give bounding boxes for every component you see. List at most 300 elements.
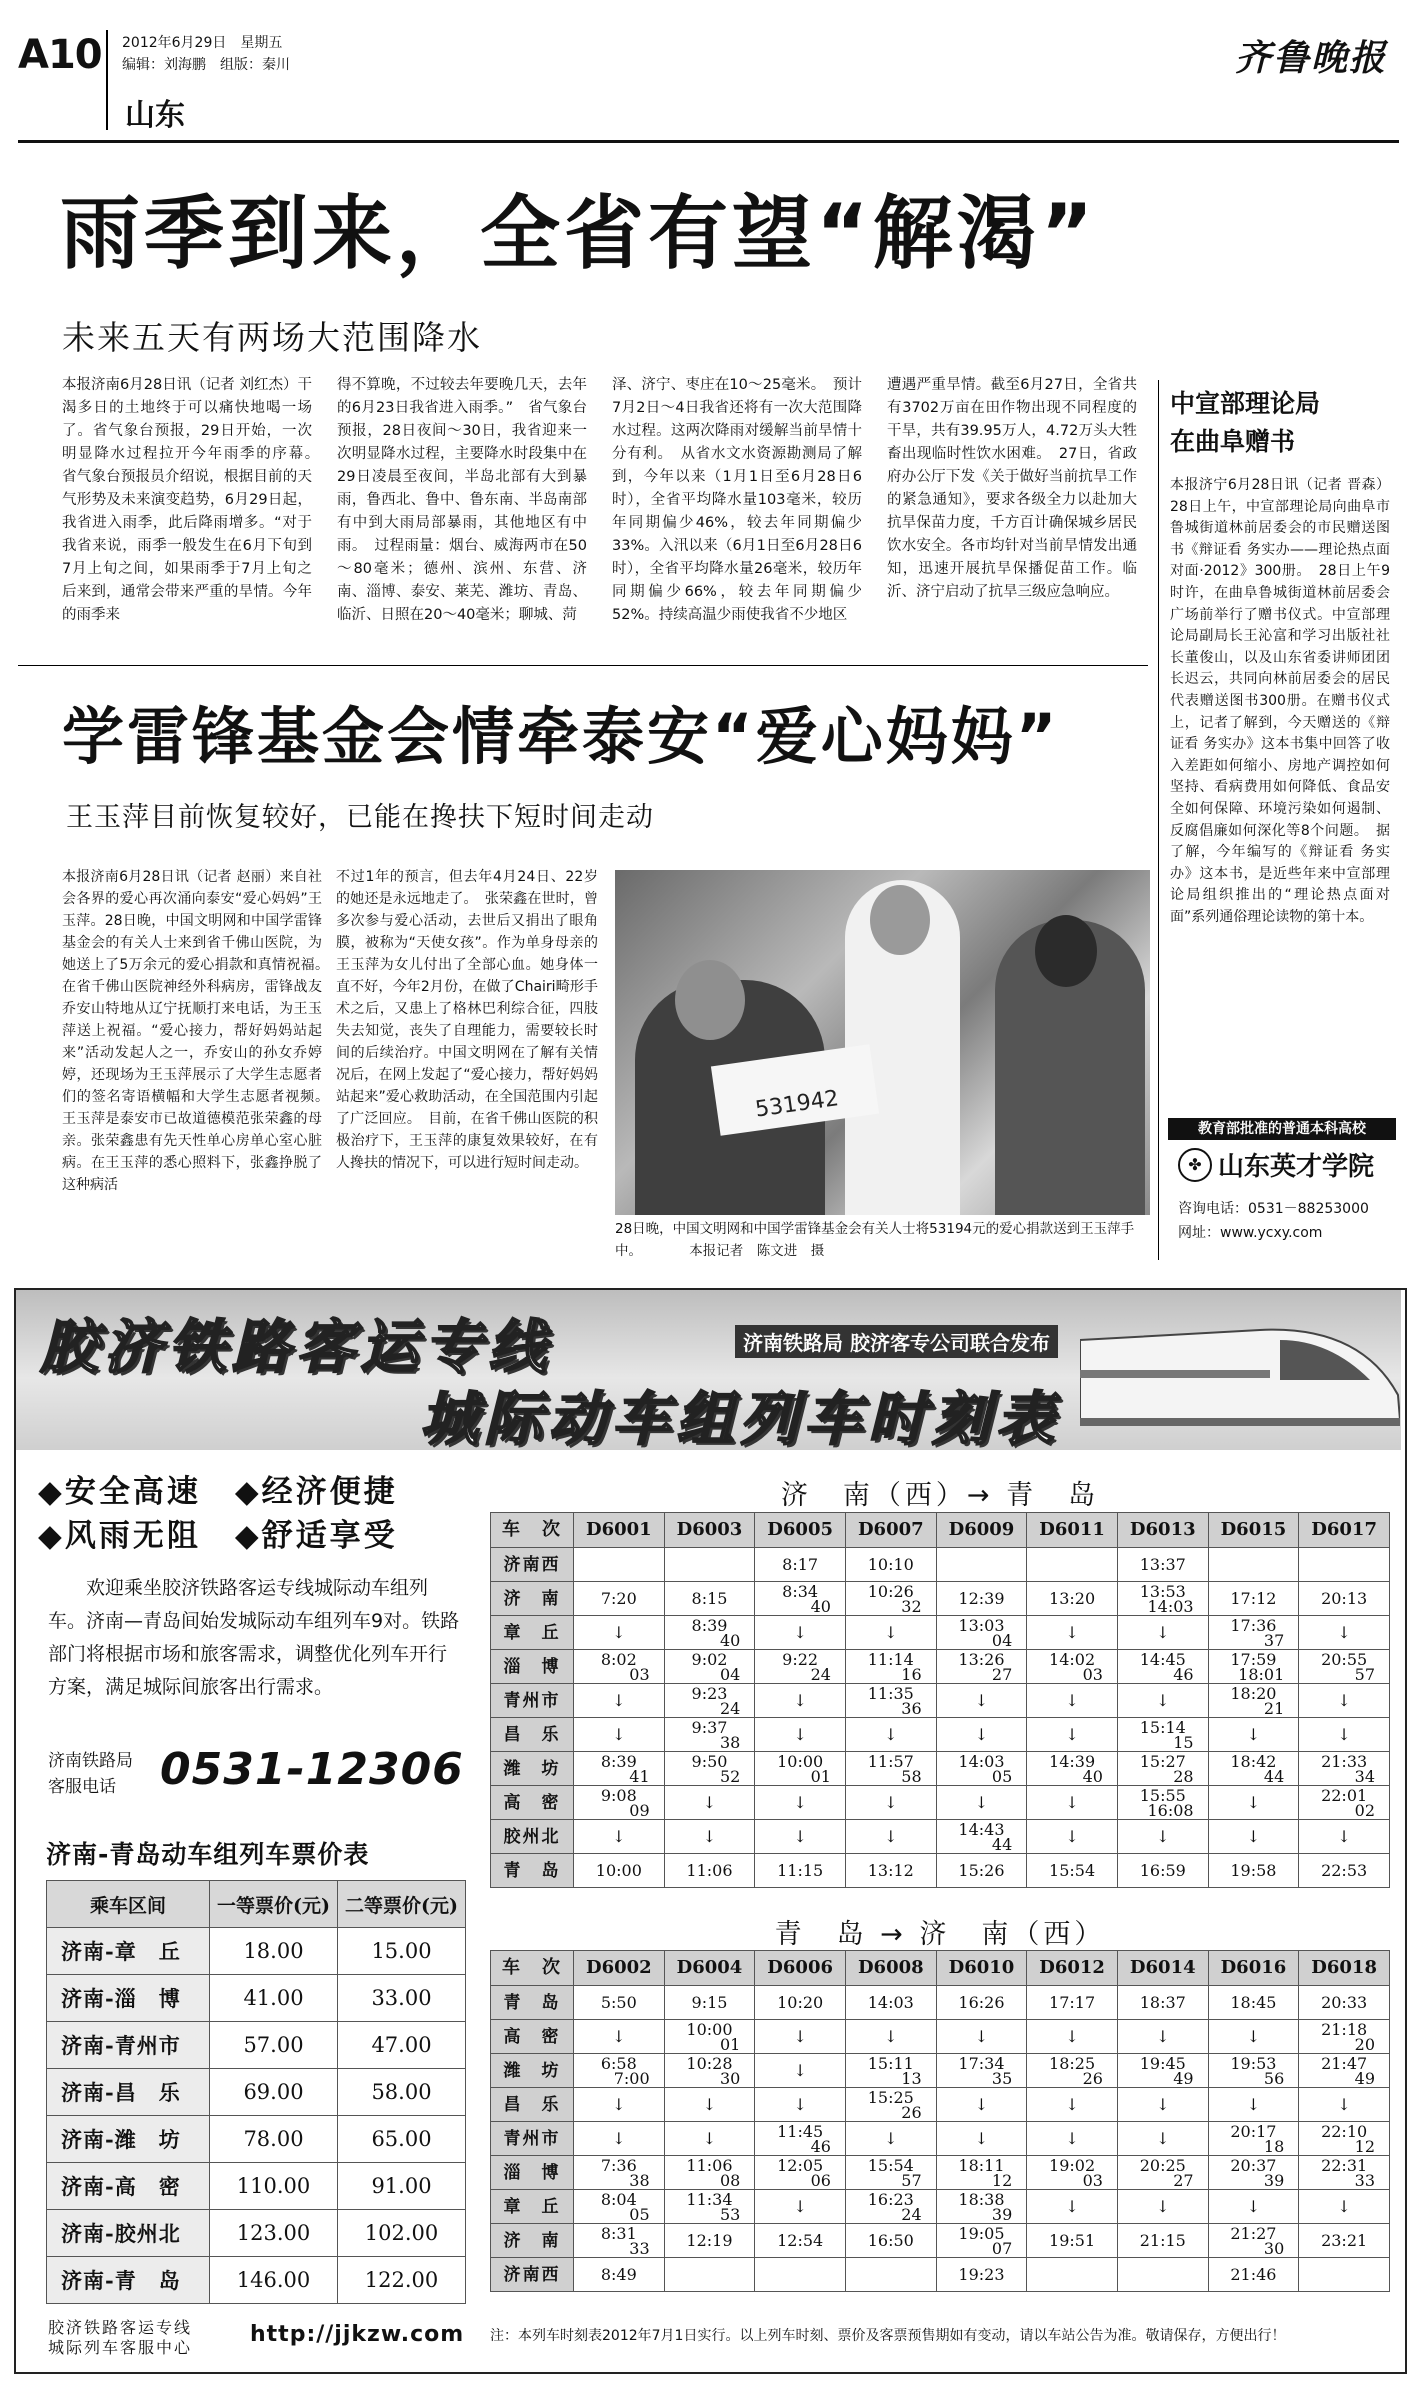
timetable-row: [491, 1718, 1390, 1752]
pass-arrow: ↓: [936, 2122, 1027, 2156]
timetable-row: [491, 2156, 1390, 2190]
price-row: [47, 2116, 466, 2163]
train-number: D6011: [1027, 1513, 1118, 1548]
pass-arrow: ↓: [1117, 2088, 1208, 2122]
article1-col4: 遭遇严重旱情。截至6月27日，全省共有3702万亩在田作物出现不同程度的干旱，共有39.95万人，4.72万头大牲畜出现临时性饮水困难。 27日，省政府办公厅下发《关于做好当前抗旱工作的紧急通知》，要求各级全力以赴加大抗旱保苗力度，千方百计确保城乡居民饮水安全。各市均针对当前旱情发出通知，迅速开展抗旱保播促苗工作。临沂、济宁启动了抗旱三级应急响应。: [887, 377, 1137, 600]
train-time: 10:20: [755, 1986, 846, 2020]
train-number: D6008: [845, 1951, 936, 1986]
pass-arrow: ↓: [1027, 2122, 1118, 2156]
price-row: [47, 2257, 466, 2304]
price-row: [47, 1975, 466, 2022]
train-time: 17:12: [1208, 1582, 1299, 1616]
pass-arrow: ↓: [1208, 1820, 1299, 1854]
school-ad-tagline: 教育部批准的普通本科高校: [1168, 1118, 1396, 1140]
train-time: 13:03 04: [936, 1616, 1027, 1650]
price-route: 济南-青 岛: [47, 2257, 210, 2304]
price-second: 33.00: [338, 1975, 466, 2022]
pass-arrow: ↓: [1299, 1820, 1390, 1854]
pass-arrow: ↓: [1027, 1684, 1118, 1718]
rail-footer-line1: 胶济铁路客运专线: [48, 2318, 193, 2337]
price-first: 78.00: [210, 2116, 338, 2163]
pass-arrow: ↓: [1027, 2020, 1118, 2054]
photo-head-woman: [1035, 915, 1097, 987]
train-number-label: 车 次: [491, 1513, 574, 1548]
price-first: 110.00: [210, 2163, 338, 2210]
pass-arrow: ↓: [1299, 1718, 1390, 1752]
article2-col1: 本报济南6月28日讯（记者 赵丽）来自社会各界的爱心再次涌向泰安“爱心妈妈”王玉萍。28日晚，中国文明网和中国学雷锋基金会的有关人士来到省千佛山医院，为她送上了5万余元的爱心捐款和真情祝福。 在省千佛山医院神经外科病房，雷锋战友乔安山特地从辽宁抚顺打来电话，为王玉萍送上祝福。“爱心接力，帮好妈妈站起来”活动发起人之一，乔安山的孙女乔婷婷，还现场为王玉萍展示了大学生志愿者们的签名寄语横幅和大学生志愿者视频。 王玉萍是泰安市已故道德模范张荣鑫的母亲。张荣鑫患有先天性单心房单心室心脏病。在王玉萍的悉心照料下，张鑫挣脱了这种病活: [62, 869, 336, 1193]
train-number: D6014: [1117, 1951, 1208, 1986]
price-route: 济南-昌 乐: [47, 2069, 210, 2116]
pass-arrow: ↓: [755, 2054, 846, 2088]
header-meta: [122, 32, 290, 76]
school-emblem-icon: ✤: [1178, 1148, 1212, 1182]
train-number: D6015: [1208, 1513, 1299, 1548]
price-second: 15.00: [338, 1928, 466, 1975]
train-number-label: 车 次: [491, 1951, 574, 1986]
news-photo: [615, 870, 1150, 1215]
eastbound-timetable: [490, 1512, 1390, 1888]
train-time: 17:34 35: [936, 2054, 1027, 2088]
sidebar-article: [1170, 385, 1390, 928]
pass-arrow: ↓: [574, 2088, 665, 2122]
price-first: 69.00: [210, 2069, 338, 2116]
article2-title: 学雷锋基金会情牵泰安“爱心妈妈”: [62, 700, 1060, 773]
price-second: 65.00: [338, 2116, 466, 2163]
price-table: [46, 1880, 466, 2304]
timetable-row: [491, 1820, 1390, 1854]
train-time: 14:45 46: [1117, 1650, 1208, 1684]
westbound-timetable: [490, 1950, 1390, 2292]
price-header-row: [47, 1881, 466, 1928]
pass-arrow: ↓: [664, 2122, 755, 2156]
train-number: D6012: [1027, 1951, 1118, 1986]
train-number: D6002: [574, 1951, 665, 1986]
train-time: 22:10 12: [1299, 2122, 1390, 2156]
train-time: [1299, 2258, 1390, 2292]
service-label-line2: 客服电话: [48, 1777, 116, 1797]
sidebar-title-line1: 中宣部理论局: [1170, 389, 1321, 418]
slogan-block: [38, 1470, 398, 1558]
price-route: 济南-青州市: [47, 2022, 210, 2069]
photo-head-man: [870, 885, 930, 955]
train-time: 15:25 26: [845, 2088, 936, 2122]
photo-head-patient: [675, 960, 745, 1040]
station-name: 济南西: [491, 1548, 574, 1582]
station-name: 高 密: [491, 2020, 574, 2054]
station-name: 济南西: [491, 2258, 574, 2292]
price-row: [47, 2210, 466, 2257]
pass-arrow: ↓: [845, 1616, 936, 1650]
article1-subtitle: 未来五天有两场大范围降水: [62, 318, 482, 357]
pass-arrow: ↓: [845, 1718, 936, 1752]
pass-arrow: ↓: [936, 2020, 1027, 2054]
train-time: 13:26 27: [936, 1650, 1027, 1684]
price-route: 济南-淄 博: [47, 1975, 210, 2022]
page-number: A10: [18, 32, 102, 78]
train-time: 13:53 14:03: [1117, 1582, 1208, 1616]
train-time: [1027, 2258, 1118, 2292]
train-time: 16:59: [1117, 1854, 1208, 1888]
train-time: 11:34 53: [664, 2190, 755, 2224]
train-time: 18:20 21: [1208, 1684, 1299, 1718]
pass-arrow: ↓: [574, 1820, 665, 1854]
station-name: 昌 乐: [491, 1718, 574, 1752]
timetable-row: [491, 1684, 1390, 1718]
train-time: 21:18 20: [1299, 2020, 1390, 2054]
train-time: [1299, 1548, 1390, 1582]
header-divider: [106, 30, 108, 130]
pass-arrow: ↓: [845, 1820, 936, 1854]
article1-title: 雨季到来，全省有望“解渴”: [60, 187, 1098, 280]
train-number: D6001: [574, 1513, 665, 1548]
price-second: 91.00: [338, 2163, 466, 2210]
article1-col1: 本报济南6月28日讯（记者 刘红杰）干渴多日的土地终于可以痛快地喝一场了。省气象台预报，29日开始，一次明显降水过程拉开今年雨季的序幕。 省气象台预报员介绍说，根据目前的天气形势及未来演变趋势，6月29日起，我省进入雨季，此后降雨增多。“对于我省来说，雨季一般发生在6月下旬到7月上旬之间，如果雨季于7月上旬之后来到，通常会带来严重的旱情。今年的雨季来: [62, 377, 327, 623]
pass-arrow: ↓: [574, 2020, 665, 2054]
station-name: 青州市: [491, 1684, 574, 1718]
pass-arrow: ↓: [664, 1786, 755, 1820]
train-time: 19:05 07: [936, 2224, 1027, 2258]
donation-sign-amount: 531942: [753, 1086, 841, 1123]
timetable-row: [491, 2258, 1390, 2292]
service-label: [48, 1748, 133, 1800]
pass-arrow: ↓: [755, 1820, 846, 1854]
pass-arrow: ↓: [1208, 2190, 1299, 2224]
price-second: 47.00: [338, 2022, 466, 2069]
train-time: 12:54: [755, 2224, 846, 2258]
slogan-comfort: ◆舒适享受: [234, 1518, 398, 1554]
eastbound-title: 济 南（西）→ 青 岛: [780, 1480, 1100, 1511]
price-route: 济南-章 丘: [47, 1928, 210, 1975]
train-time: [1208, 1548, 1299, 1582]
train-time: [936, 1548, 1027, 1582]
pass-arrow: ↓: [1117, 2020, 1208, 2054]
train-time: 8:04 05: [574, 2190, 665, 2224]
price-row: [47, 2069, 466, 2116]
train-time: 17:59 18:01: [1208, 1650, 1299, 1684]
train-time: 20:13: [1299, 1582, 1390, 1616]
train-time: 20:33: [1299, 1986, 1390, 2020]
price-route: 济南-高 密: [47, 2163, 210, 2210]
price-header-second: 二等票价(元): [338, 1881, 466, 1928]
rail-ad-publisher: 济南铁路局 胶济客专公司联合发布: [735, 1325, 1058, 1358]
pass-arrow: ↓: [845, 2020, 936, 2054]
slogan-safe: ◆安全高速: [38, 1474, 201, 1510]
train-time: 11:15: [755, 1854, 846, 1888]
rail-website-link[interactable]: http://jjkzw.com: [250, 2322, 465, 2347]
train-time: 20:17 18: [1208, 2122, 1299, 2156]
price-second: 58.00: [338, 2069, 466, 2116]
train-time: [755, 2258, 846, 2292]
rail-ad-title-line2: 城际动车组列车时刻表: [420, 1385, 1061, 1453]
timetable-row: [491, 1854, 1390, 1888]
train-time: 18:25 26: [1027, 2054, 1118, 2088]
train-number: D6003: [664, 1513, 755, 1548]
school-name: 山东英才学院: [1218, 1152, 1375, 1182]
price-route: 济南-胶州北: [47, 2210, 210, 2257]
service-label-line1: 济南铁路局: [48, 1751, 133, 1771]
train-time: 23:21: [1299, 2224, 1390, 2258]
train-time: 9:02 04: [664, 1650, 755, 1684]
pass-arrow: ↓: [755, 1684, 846, 1718]
train-illustration: [1080, 1300, 1400, 1445]
editors-credit: 编辑：刘海鹏 组版：秦川: [122, 57, 290, 73]
train-time: 21:15: [1117, 2224, 1208, 2258]
pass-arrow: ↓: [1208, 2088, 1299, 2122]
article2-col2: 不过1年的预言，但去年4月24日、22岁的她还是永远地走了。 张荣鑫在世时，曾多次参与爱心活动，去世后又捐出了眼角膜，被称为“天使女孩”。作为单身母亲的王玉萍为女儿付出了全部心血。她身体一直不好，今年2月份，在做了Chairi畸形手术之后，又患上了格林巴利综合征，四肢失去知觉，丧失了自理能力，需要较长时间的后续治疗。中国文明网在了解有关情况后，在网上发起了“爱心接力，帮好妈妈站起来”爱心救助活动，在全国范围内引起了广泛回应。 目前，在省千佛山医院的积极治疗下，王玉萍的康复效果较好，在有人搀扶的情况下，可以进行短时间走动。: [336, 869, 598, 1171]
pass-arrow: ↓: [936, 2088, 1027, 2122]
train-time: 13:37: [1117, 1548, 1208, 1582]
timetable-row: [491, 1650, 1390, 1684]
header-rule: [18, 140, 1399, 143]
train-time: 17:17: [1027, 1986, 1118, 2020]
rail-footer-org: [48, 2318, 192, 2358]
train-time: 8:39 40: [664, 1616, 755, 1650]
train-time: 18:37: [1117, 1986, 1208, 2020]
school-website[interactable]: 网址：www.ycxy.com: [1178, 1225, 1323, 1241]
price-row: [47, 2163, 466, 2210]
train-time: 15:27 28: [1117, 1752, 1208, 1786]
train-time: 13:12: [845, 1854, 936, 1888]
price-second: 122.00: [338, 2257, 466, 2304]
train-time: [1117, 2258, 1208, 2292]
price-first: 146.00: [210, 2257, 338, 2304]
train-time: 18:38 39: [936, 2190, 1027, 2224]
station-name: 青 岛: [491, 1854, 574, 1888]
issue-date: 2012年6月29日 星期五: [122, 35, 283, 51]
section-name: 山东: [125, 98, 185, 133]
pass-arrow: ↓: [755, 2190, 846, 2224]
price-table-title: 济南-青岛动车组列车票价表: [46, 1840, 370, 1869]
slogan-economic: ◆经济便捷: [234, 1474, 398, 1510]
train-time: [664, 2258, 755, 2292]
train-number: D6016: [1208, 1951, 1299, 1986]
service-phone[interactable]: 0531-12306: [160, 1744, 464, 1795]
price-first: 57.00: [210, 2022, 338, 2069]
pass-arrow: ↓: [755, 2020, 846, 2054]
station-name: 胶州北: [491, 1820, 574, 1854]
train-time: 20:25 27: [1117, 2156, 1208, 2190]
train-time: 16:23 24: [845, 2190, 936, 2224]
timetable-header-row: [491, 1513, 1390, 1548]
westbound-title: 青 岛 → 济 南（西）: [774, 1919, 1106, 1950]
timetable-row: [491, 1786, 1390, 1820]
sidebar-rule: [1158, 380, 1159, 1260]
train-time: 19:51: [1027, 2224, 1118, 2258]
rail-ad-title-line1: 胶济铁路客运专线: [40, 1313, 553, 1381]
station-name: 青 岛: [491, 1986, 574, 2020]
price-first: 123.00: [210, 2210, 338, 2257]
train-time: 10:26 32: [845, 1582, 936, 1616]
train-time: [574, 1548, 665, 1582]
station-name: 济 南: [491, 1582, 574, 1616]
train-time: 18:45: [1208, 1986, 1299, 2020]
pass-arrow: ↓: [1299, 1684, 1390, 1718]
train-time: 14:03 05: [936, 1752, 1027, 1786]
train-time: 9:15: [664, 1986, 755, 2020]
timetable-row: [491, 2020, 1390, 2054]
article1-col2: 得不算晚，不过较去年要晚几天，去年的6月23日我省进入雨季。” 省气象台预报，28日夜间～30日，我省迎来一次明显降水过程，主要降水时段集中在29日凌晨至夜间，半岛北部有大到暴雨，鲁西北、鲁中、鲁东南、半岛南部有中到大雨局部暴雨，其他地区有中雨。 过程雨量：烟台、威海两市在50～80毫米；德州、滨州、东营、济南、淄博、泰安、莱芜、潍坊、青岛、临沂、日照在20～40毫米；聊城、菏: [337, 377, 587, 623]
train-time: 22:31 33: [1299, 2156, 1390, 2190]
train-number: D6004: [664, 1951, 755, 1986]
timetable-row: [491, 1752, 1390, 1786]
station-name: 潍 坊: [491, 2054, 574, 2088]
train-time: 20:37 39: [1208, 2156, 1299, 2190]
train-time: [1027, 1548, 1118, 1582]
pass-arrow: ↓: [1117, 1684, 1208, 1718]
train-time: 10:00 01: [755, 1752, 846, 1786]
train-time: 9:50 52: [664, 1752, 755, 1786]
pass-arrow: ↓: [664, 1820, 755, 1854]
train-time: 11:45 46: [755, 2122, 846, 2156]
pass-arrow: ↓: [1117, 1820, 1208, 1854]
station-name: 章 丘: [491, 1616, 574, 1650]
timetable-row: [491, 1986, 1390, 2020]
timetable-row: [491, 1582, 1390, 1616]
timetable-header-row: [491, 1951, 1390, 1986]
timetable-row: [491, 2088, 1390, 2122]
pass-arrow: ↓: [936, 1786, 1027, 1820]
pass-arrow: ↓: [755, 1616, 846, 1650]
train-time: 16:50: [845, 2224, 936, 2258]
pass-arrow: ↓: [1027, 2190, 1118, 2224]
slogan-weather: ◆风雨无阻: [38, 1518, 201, 1554]
station-name: 昌 乐: [491, 2088, 574, 2122]
train-time: 8:15: [664, 1582, 755, 1616]
price-row: [47, 1928, 466, 1975]
sidebar-title-line2: 在曲阜赠书: [1170, 427, 1296, 456]
train-time: 12:05 06: [755, 2156, 846, 2190]
train-time: 14:39 40: [1027, 1752, 1118, 1786]
train-time: 9:23 24: [664, 1684, 755, 1718]
train-time: 8:31 33: [574, 2224, 665, 2258]
train-time: 19:02 03: [1027, 2156, 1118, 2190]
timetable-row: [491, 2054, 1390, 2088]
pass-arrow: ↓: [574, 2122, 665, 2156]
train-time: [845, 2258, 936, 2292]
price-first: 18.00: [210, 1928, 338, 1975]
station-name: 淄 博: [491, 1650, 574, 1684]
train-time: 15:54 57: [845, 2156, 936, 2190]
pass-arrow: ↓: [574, 1616, 665, 1650]
rail-footer-line2: 城际列车客服中心: [48, 2338, 193, 2357]
pass-arrow: ↓: [1208, 1718, 1299, 1752]
pass-arrow: ↓: [1208, 2020, 1299, 2054]
train-time: 22:53: [1299, 1854, 1390, 1888]
train-time: 9:08 09: [574, 1786, 665, 1820]
pass-arrow: ↓: [755, 1786, 846, 1820]
photo-caption: 28日晚，中国文明网和中国学雷锋基金会有关人士将53194元的爱心捐款送到王玉萍手中。 本报记者 陈文进 摄: [615, 1221, 1135, 1259]
train-time: 9:22 24: [755, 1650, 846, 1684]
pass-arrow: ↓: [1117, 1616, 1208, 1650]
rail-note: 注：本列车时刻表2012年7月1日实行。以上列车时刻、票价及客票预售期如有变动，请以车站公告为准。敬请保存，方便出行！: [490, 2328, 1286, 2344]
train-time: 7:36 38: [574, 2156, 665, 2190]
train-time: 19:53 56: [1208, 2054, 1299, 2088]
pass-arrow: ↓: [936, 1684, 1027, 1718]
pass-arrow: ↓: [1027, 1718, 1118, 1752]
pass-arrow: ↓: [1117, 2190, 1208, 2224]
sidebar-body: 本报济宁6月28日讯（记者 晋森）28日上午，中宣部理论局向曲阜市鲁城街道林前居委会的市民赠送图书《辩证看 务实办——理论热点面对面·2012》300册。 28日上午9时许，在曲阜鲁城街道林前居委会广场前举行了赠书仪式。中宣部理论局副局长王沁富和学习出版社社长董俊山，以及山东省委讲师团团长迟云，共同向林前居委会的居民代表赠送图书300册。在赠书仪式上，记者了解到，今天赠送的《辩证看 务实办》这本书集中回答了收入差距如何缩小、房地产调控如何坚持、看病费用如何降低、食品安全如何保障、环境污染如何遏制、反腐倡廉如何深化等8个问题。 据了解，今年编写的《辩证看 务实办》这本书，是近些年来中宣部理论局组织推出的“理论热点面对面”系列通俗理论读物的第十本。: [1170, 477, 1390, 925]
price-header-first: 一等票价(元): [210, 1881, 338, 1928]
rail-intro: 欢迎乘坐胶济铁路客运专线城际动车组列车。济南—青岛间始发城际动车组列车9对。铁路部门将根据市场和旅客需求，调整优化列车开行方案，满足城际间旅客出行需求。: [48, 1577, 460, 1698]
train-time: 11:14 16: [845, 1650, 936, 1684]
station-name: 章 丘: [491, 2190, 574, 2224]
price-route: 济南-潍 坊: [47, 2116, 210, 2163]
train-time: 18:42 44: [1208, 1752, 1299, 1786]
train-time: 21:47 49: [1299, 2054, 1390, 2088]
train-time: 15:54: [1027, 1854, 1118, 1888]
pass-arrow: ↓: [1027, 1616, 1118, 1650]
pass-arrow: ↓: [1027, 1820, 1118, 1854]
train-time: 8:49: [574, 2258, 665, 2292]
pass-arrow: ↓: [574, 1718, 665, 1752]
train-time: 16:26: [936, 1986, 1027, 2020]
station-name: 淄 博: [491, 2156, 574, 2190]
train-time: 15:11 13: [845, 2054, 936, 2088]
train-time: 11:57 58: [845, 1752, 936, 1786]
timetable-row: [491, 2190, 1390, 2224]
article1-col3: 泽、济宁、枣庄在10～25毫米。 预计7月2日～4日我省还将有一次大范围降水过程。这两次降雨对缓解当前旱情十分有利。 从省水文水资源勘测局了解到，今年以来（1月1日至6月28日6时），全省平均降水量103毫米，较历年同期偏少46%，较去年同期偏少33%。入汛以来（6月1日至6月28日6时），全省平均降水量26毫米，较历年同期偏少66%，较去年同期偏少52%。持续高温少雨使我省不少地区: [612, 377, 862, 623]
train-time: 15:55 16:08: [1117, 1786, 1208, 1820]
school-phone: 咨询电话：0531－88253000: [1178, 1201, 1369, 1217]
train-time: 21:33 34: [1299, 1752, 1390, 1786]
train-time: 9:37 38: [664, 1718, 755, 1752]
train-time: 13:20: [1027, 1582, 1118, 1616]
price-header-route: 乘车区间: [47, 1881, 210, 1928]
train-time: 14:43 44: [936, 1820, 1027, 1854]
price-second: 102.00: [338, 2210, 466, 2257]
train-number: D6006: [755, 1951, 846, 1986]
timetable-row: [491, 2122, 1390, 2156]
train-number: D6017: [1299, 1513, 1390, 1548]
train-time: 18:11 12: [936, 2156, 1027, 2190]
train-time: 10:00: [574, 1854, 665, 1888]
train-time: 10:10: [845, 1548, 936, 1582]
price-first: 41.00: [210, 1975, 338, 2022]
train-time: 19:23: [936, 2258, 1027, 2292]
pass-arrow: ↓: [574, 1684, 665, 1718]
pass-arrow: ↓: [755, 2088, 846, 2122]
pass-arrow: ↓: [1208, 1786, 1299, 1820]
timetable-row: [491, 1548, 1390, 1582]
train-time: 6:58 7:00: [574, 2054, 665, 2088]
train-time: 10:00 01: [664, 2020, 755, 2054]
pass-arrow: ↓: [1117, 2122, 1208, 2156]
pass-arrow: ↓: [1299, 1616, 1390, 1650]
station-name: 高 密: [491, 1786, 574, 1820]
train-number: D6013: [1117, 1513, 1208, 1548]
train-time: 12:19: [664, 2224, 755, 2258]
article-divider: [18, 665, 1148, 666]
pass-arrow: ↓: [1027, 1786, 1118, 1820]
train-time: 7:20: [574, 1582, 665, 1616]
train-time: 11:06: [664, 1854, 755, 1888]
train-time: 5:50: [574, 1986, 665, 2020]
price-row: [47, 2022, 466, 2069]
pass-arrow: ↓: [755, 1718, 846, 1752]
train-time: 8:02 03: [574, 1650, 665, 1684]
train-time: 19:58: [1208, 1854, 1299, 1888]
train-time: 19:45 49: [1117, 2054, 1208, 2088]
station-name: 济 南: [491, 2224, 574, 2258]
train-time: 20:55 57: [1299, 1650, 1390, 1684]
train-time: 8:17: [755, 1548, 846, 1582]
train-time: 15:14 15: [1117, 1718, 1208, 1752]
timetable-row: [491, 2224, 1390, 2258]
train-number: D6010: [936, 1951, 1027, 1986]
article2-subtitle: 王玉萍目前恢复较好，已能在搀扶下短时间走动: [66, 802, 654, 833]
train-time: [664, 1548, 755, 1582]
pass-arrow: ↓: [845, 2122, 936, 2156]
